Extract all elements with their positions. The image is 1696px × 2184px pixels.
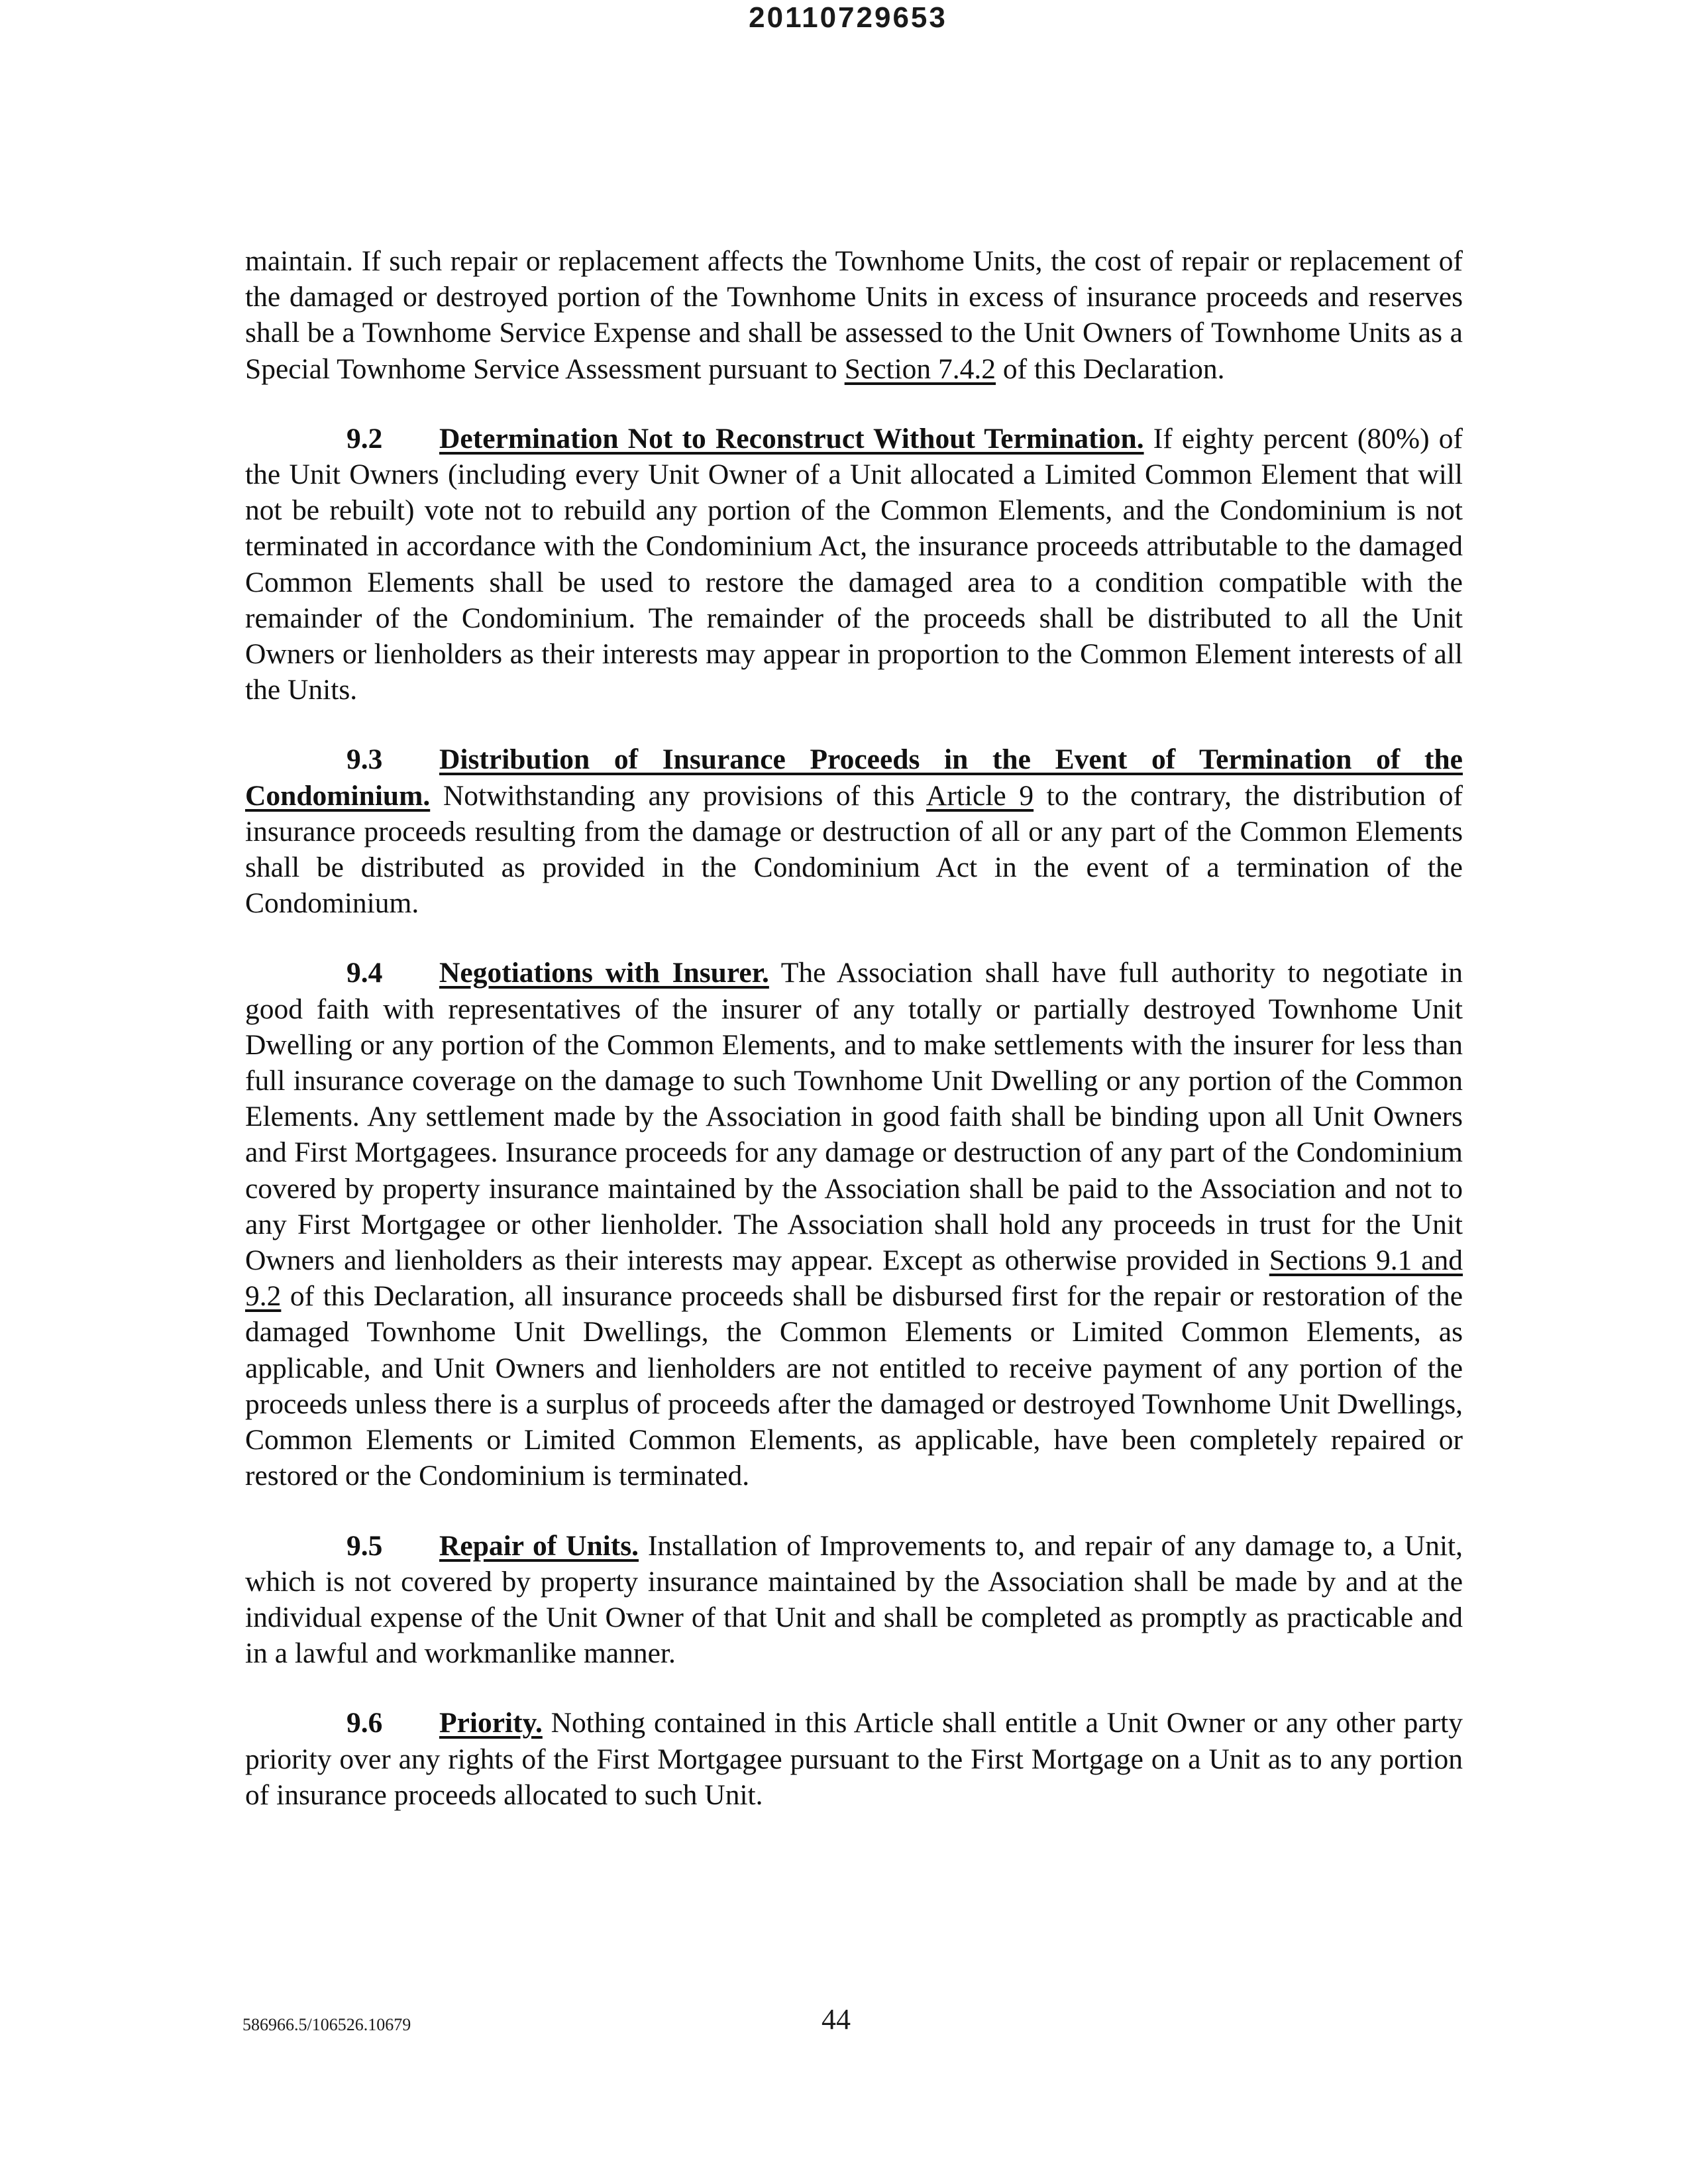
section-number: 9.5 bbox=[346, 1529, 383, 1562]
section-title: Distribution of Insurance Proceeds in the Event of Termination of the Condominium. bbox=[245, 743, 1463, 812]
section-text: Notwithstanding any provisions of this bbox=[430, 779, 926, 812]
section-title: Repair of Units. bbox=[439, 1529, 639, 1562]
section-9-6 bbox=[245, 1705, 1463, 1813]
section-text: If eighty percent (80%) of the Unit Owners (including every Unit Owner of a Unit allocated a Limited Common Element that will not be rebuilt) vote not to rebuild any portion of the Common Elements, and the Condominium is not terminated in accordance with the Condominium Act, the insurance proceeds attributable to the damaged Common Elements shall be used to restore the damaged area to a condition compatible with the remainder of the Condominium. The remainder of the proceeds shall be distributed to all the Unit Owners or lienholders as their interests may appear in proportion to the Common Element interests of all the Units. bbox=[245, 422, 1463, 706]
section-9-2 bbox=[245, 421, 1463, 708]
document-number: 20110729653 bbox=[749, 1, 947, 34]
page-number: 44 bbox=[822, 2003, 851, 2036]
section-text: of this Declaration, all insurance proceeds shall be disbursed first for the repair or restoration of the damaged Townhome Unit Dwellings, the Common Elements or Limited Common Elements, as applicable, and Unit Owners and lienholders are not entitled to receive payment of any portion of the proceeds unless there is a surplus of proceeds after the damaged or destroyed Townhome Unit Dwellings, Common Elements or Limited Common Elements, as applicable, have been completely repaired or restored or the Condominium is terminated. bbox=[245, 1280, 1463, 1492]
cross-reference-sections-9-1-9-2: Sections 9.1 and 9.2 bbox=[245, 1244, 1463, 1313]
section-text: Nothing contained in this Article shall entitle a Unit Owner or any other party priority over any rights of the First Mortgagee pursuant to the First Mortgage on a Unit as to any portion of insurance proceeds allocated to such Unit. bbox=[245, 1707, 1463, 1811]
section-title: Priority. bbox=[439, 1707, 543, 1739]
section-text: to the contrary, the distribution of insurance proceeds resulting from the damage or destruction of all or any part of the Common Elements shall be distributed as provided in the Condominium Act in the event of a termination of the Condominium. bbox=[245, 779, 1463, 920]
section-number: 9.4 bbox=[346, 957, 383, 989]
section-title: Determination Not to Reconstruct Without Termination. bbox=[439, 422, 1144, 455]
cross-reference-article-9: Article 9 bbox=[926, 779, 1034, 812]
section-number: 9.6 bbox=[346, 1707, 383, 1739]
section-9-5 bbox=[245, 1528, 1463, 1672]
document-body bbox=[245, 243, 1463, 1847]
cross-reference-section-7-4-2: Section 7.4.2 bbox=[844, 353, 996, 385]
section-number: 9.3 bbox=[346, 743, 383, 776]
paragraph-continuation bbox=[245, 243, 1463, 387]
section-9-4 bbox=[245, 955, 1463, 1494]
section-text: The Association shall have full authority to negotiate in good faith with representatives of the insurer of any totally or partially destroyed Townhome Unit Dwelling or any portion of the Common Elements, and to make settlements with the insurer for less than full insurance coverage on the damage to such Townhome Unit Dwelling or any portion of the Common Elements. Any settlement made by the Association in good faith shall be binding upon all Unit Owners and First Mortgagees. Insurance proceeds for any damage or destruction of any part of the Condominium covered by property insurance maintained by the Association shall be paid to the Association and not to any First Mortgagee or other lienholder. The Association shall hold any proceeds in trust for the Unit Owners and lienholders as their interests may appear. Except as otherwise provided in bbox=[245, 957, 1463, 1277]
paragraph-text: maintain. If such repair or replacement affects the Townhome Units, the cost of repair or replacement of the damaged or destroyed portion of the Townhome Units in excess of insurance proceeds and reserves shall be a Townhome Service Expense and shall be assessed to the Unit Owners of Townhome Units as a Special Townhome Service Assessment pursuant to bbox=[245, 245, 1463, 385]
section-number: 9.2 bbox=[346, 422, 383, 455]
footer-document-id: 586966.5/106526.10679 bbox=[242, 2015, 411, 2034]
section-9-3 bbox=[245, 741, 1463, 921]
paragraph-text: of this Declaration. bbox=[996, 353, 1225, 385]
section-title: Negotiations with Insurer. bbox=[439, 957, 769, 989]
section-text: Installation of Improvements to, and repair of any damage to, a Unit, which is not covered by property insurance maintained by the Association shall be made by and at the individual expense of the Unit Owner of that Unit and shall be completed as promptly as practicable and in a lawful and workmanlike manner. bbox=[245, 1529, 1463, 1670]
